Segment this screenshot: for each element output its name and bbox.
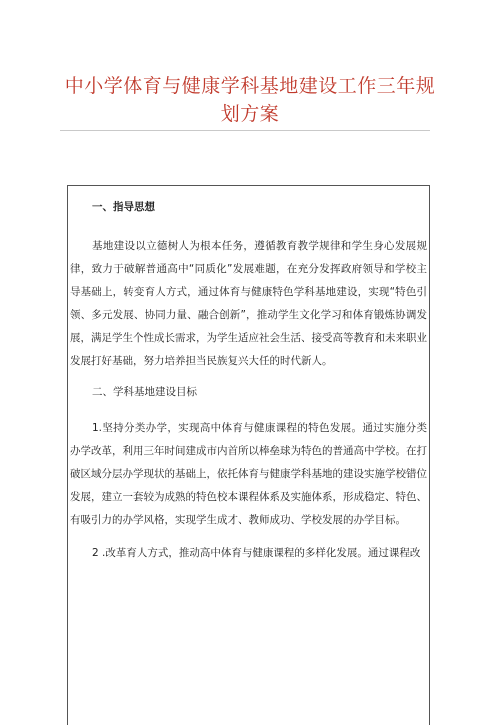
paragraph-goal-1: 1.坚持分类办学，实现高中体育与健康课程的特色发展。通过实施分类办学改革，利用三年时间建成市内首所以棒垒球为特色的普通高中学校。在打破区域分层办学现状的基础上，依托体育与健康学科基地的建设实施学校错位发展，建立一套较为成熟的特色校本课程体系及实施体系，形成稳定、特色、有吸引力的办学风格，实现学生成才、教师成功、学校发展的办学目标。 — [70, 422, 427, 526]
section-heading-guiding-ideology: 一、指导思想 — [92, 201, 155, 213]
title-divider — [60, 130, 430, 131]
section-heading-construction-goals: 二、学科基地建设目标 — [92, 386, 197, 398]
paragraph-goal-2: 2 .改革育人方式，推动高中体育与健康课程的多样化发展。通过课程改 — [92, 547, 421, 559]
document-title: 中小学体育与健康学科基地建设工作三年规划方案 — [64, 75, 436, 125]
paragraph-guiding-ideology: 基地建设以立德树人为根本任务，遵循教育教学规律和学生身心发展规律，致力于破解普通高中“同质化”发展难题，在充分发挥政府领导和学校主导基础上，转变育人方式，通过体育与健康特色学科基地建设，实现“特色引领、多元发展、协同力量、融合创新”，推动学生文化学习和体育锻炼协调发展，满足学生个性成长需求，为学生适应社会生活、接受高等教育和未来职业发展打好基础，努力培养担当民族复兴大任的时代新人。 — [70, 240, 427, 367]
content-frame — [67, 185, 430, 725]
